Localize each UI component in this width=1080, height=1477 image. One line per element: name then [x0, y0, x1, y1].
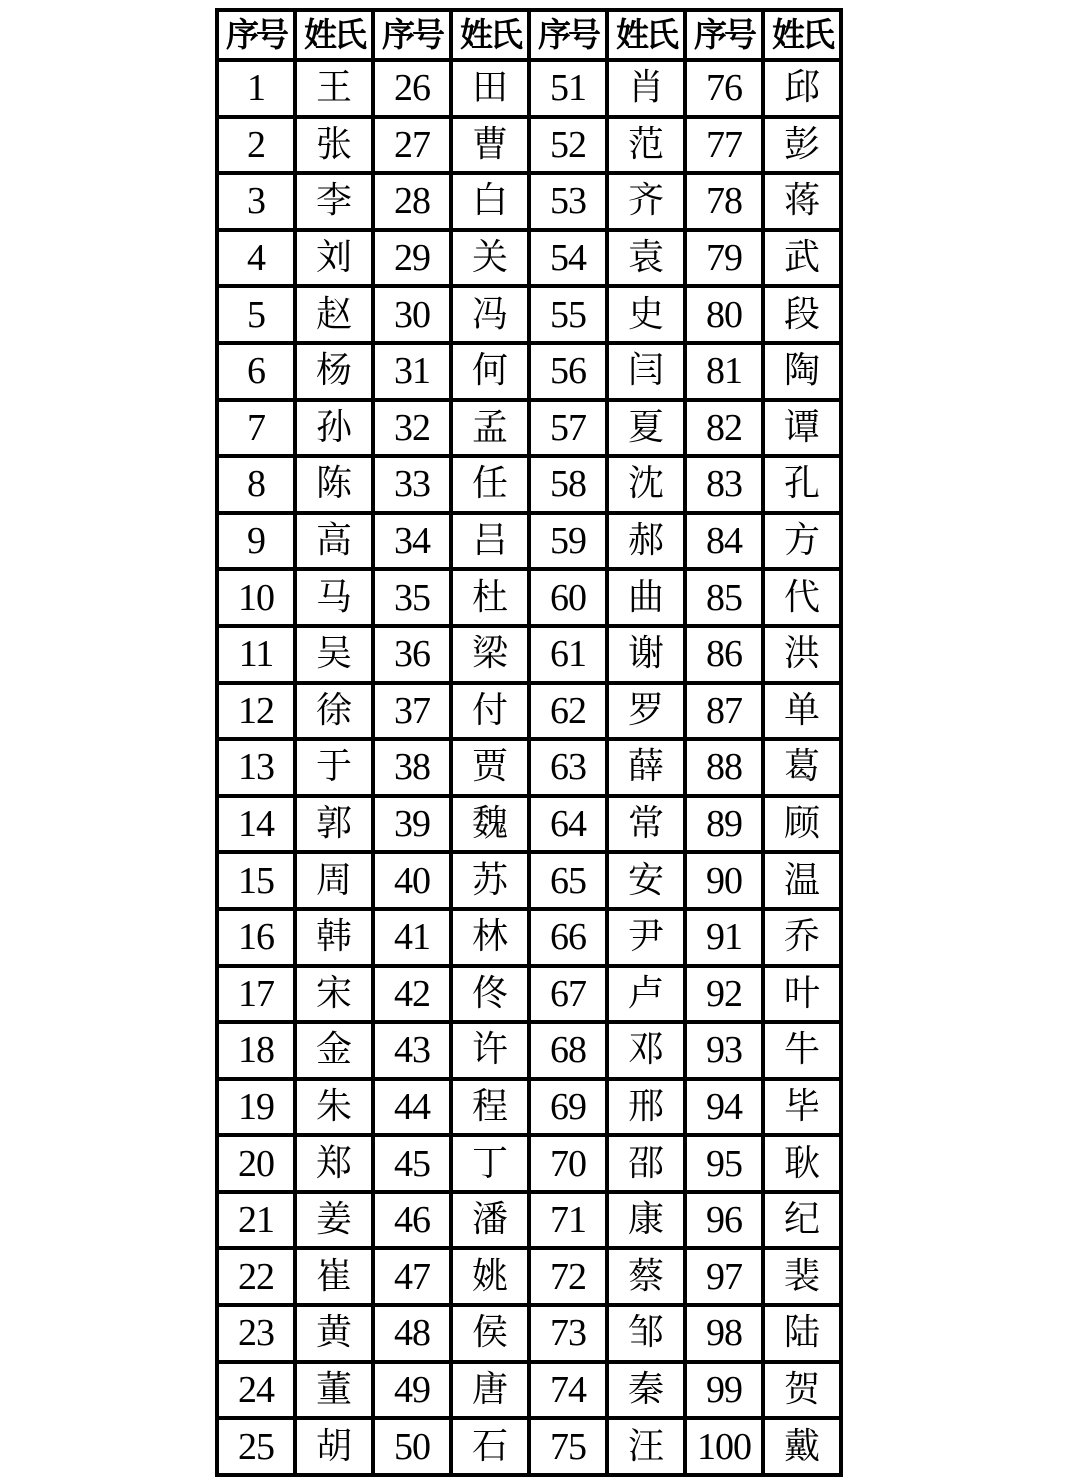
rank-cell: 78 — [685, 173, 763, 230]
surname-cell: 梁 — [451, 626, 529, 683]
rank-cell: 98 — [685, 1305, 763, 1362]
surname-cell: 刘 — [295, 230, 373, 287]
rank-cell: 6 — [217, 343, 295, 400]
table-row — [217, 796, 841, 853]
surname-cell: 郑 — [295, 1135, 373, 1192]
surname-cell: 陆 — [763, 1305, 841, 1362]
rank-cell: 12 — [217, 683, 295, 740]
surname-cell: 史 — [607, 286, 685, 343]
rank-cell: 29 — [373, 230, 451, 287]
table-row — [217, 60, 841, 117]
surname-cell: 郝 — [607, 513, 685, 570]
table-row — [217, 286, 841, 343]
surname-cell: 吴 — [295, 626, 373, 683]
rank-cell: 91 — [685, 909, 763, 966]
table-row — [217, 513, 841, 570]
rank-cell: 58 — [529, 456, 607, 513]
rank-cell: 51 — [529, 60, 607, 117]
rank-cell: 92 — [685, 966, 763, 1023]
table-row — [217, 230, 841, 287]
surname-cell: 丁 — [451, 1135, 529, 1192]
header-rank: 序号 — [217, 10, 295, 60]
rank-cell: 76 — [685, 60, 763, 117]
surname-cell: 陈 — [295, 456, 373, 513]
surname-cell: 康 — [607, 1192, 685, 1249]
surname-cell: 姜 — [295, 1192, 373, 1249]
rank-cell: 26 — [373, 60, 451, 117]
table-row — [217, 966, 841, 1023]
surname-cell: 洪 — [763, 626, 841, 683]
surname-cell: 白 — [451, 173, 529, 230]
table-row — [217, 1135, 841, 1192]
rank-cell: 7 — [217, 400, 295, 457]
rank-cell: 94 — [685, 1079, 763, 1136]
surname-cell: 付 — [451, 683, 529, 740]
surname-cell: 陶 — [763, 343, 841, 400]
rank-cell: 24 — [217, 1362, 295, 1419]
rank-cell: 40 — [373, 852, 451, 909]
surname-cell: 徐 — [295, 683, 373, 740]
surname-cell: 罗 — [607, 683, 685, 740]
header-rank: 序号 — [685, 10, 763, 60]
table-row — [217, 343, 841, 400]
surname-cell: 董 — [295, 1362, 373, 1419]
surname-cell: 金 — [295, 1022, 373, 1079]
rank-cell: 10 — [217, 569, 295, 626]
rank-cell: 97 — [685, 1248, 763, 1305]
rank-cell: 49 — [373, 1362, 451, 1419]
table-row — [217, 400, 841, 457]
surname-cell: 纪 — [763, 1192, 841, 1249]
table-row — [217, 909, 841, 966]
surname-cell: 石 — [451, 1418, 529, 1475]
header-row — [217, 10, 841, 60]
rank-cell: 71 — [529, 1192, 607, 1249]
rank-cell: 84 — [685, 513, 763, 570]
rank-cell: 16 — [217, 909, 295, 966]
rank-cell: 83 — [685, 456, 763, 513]
rank-cell: 53 — [529, 173, 607, 230]
rank-cell: 95 — [685, 1135, 763, 1192]
rank-cell: 30 — [373, 286, 451, 343]
header-surname: 姓氏 — [295, 10, 373, 60]
rank-cell: 63 — [529, 739, 607, 796]
rank-cell: 67 — [529, 966, 607, 1023]
rank-cell: 70 — [529, 1135, 607, 1192]
table-row — [217, 569, 841, 626]
surname-cell: 毕 — [763, 1079, 841, 1136]
rank-cell: 37 — [373, 683, 451, 740]
surname-cell: 裴 — [763, 1248, 841, 1305]
rank-cell: 2 — [217, 117, 295, 174]
surname-cell: 邵 — [607, 1135, 685, 1192]
table-row — [217, 1305, 841, 1362]
rank-cell: 8 — [217, 456, 295, 513]
surname-cell: 宋 — [295, 966, 373, 1023]
rank-cell: 23 — [217, 1305, 295, 1362]
rank-cell: 60 — [529, 569, 607, 626]
table-row — [217, 1192, 841, 1249]
surname-cell: 安 — [607, 852, 685, 909]
surname-cell: 邹 — [607, 1305, 685, 1362]
surname-cell: 邢 — [607, 1079, 685, 1136]
rank-cell: 45 — [373, 1135, 451, 1192]
rank-cell: 33 — [373, 456, 451, 513]
surname-cell: 谢 — [607, 626, 685, 683]
surname-cell: 闫 — [607, 343, 685, 400]
surname-cell: 叶 — [763, 966, 841, 1023]
rank-cell: 4 — [217, 230, 295, 287]
rank-cell: 38 — [373, 739, 451, 796]
surname-cell: 赵 — [295, 286, 373, 343]
rank-cell: 54 — [529, 230, 607, 287]
surname-cell: 代 — [763, 569, 841, 626]
surname-cell: 何 — [451, 343, 529, 400]
header-surname: 姓氏 — [607, 10, 685, 60]
rank-cell: 13 — [217, 739, 295, 796]
surname-cell: 沈 — [607, 456, 685, 513]
rank-cell: 82 — [685, 400, 763, 457]
surname-cell: 任 — [451, 456, 529, 513]
rank-cell: 62 — [529, 683, 607, 740]
surname-cell: 夏 — [607, 400, 685, 457]
surname-cell: 韩 — [295, 909, 373, 966]
surname-cell: 朱 — [295, 1079, 373, 1136]
rank-cell: 3 — [217, 173, 295, 230]
rank-cell: 72 — [529, 1248, 607, 1305]
rank-cell: 34 — [373, 513, 451, 570]
rank-cell: 88 — [685, 739, 763, 796]
table-row — [217, 173, 841, 230]
surname-cell: 范 — [607, 117, 685, 174]
table-row — [217, 739, 841, 796]
header-rank: 序号 — [529, 10, 607, 60]
rank-cell: 69 — [529, 1079, 607, 1136]
rank-cell: 28 — [373, 173, 451, 230]
surname-cell: 齐 — [607, 173, 685, 230]
rank-cell: 41 — [373, 909, 451, 966]
surname-cell: 温 — [763, 852, 841, 909]
surname-cell: 蔡 — [607, 1248, 685, 1305]
rank-cell: 56 — [529, 343, 607, 400]
table-row — [217, 683, 841, 740]
rank-cell: 15 — [217, 852, 295, 909]
table-row — [217, 626, 841, 683]
surname-cell: 高 — [295, 513, 373, 570]
rank-cell: 75 — [529, 1418, 607, 1475]
rank-cell: 87 — [685, 683, 763, 740]
rank-cell: 11 — [217, 626, 295, 683]
table-row — [217, 1079, 841, 1136]
rank-cell: 96 — [685, 1192, 763, 1249]
surname-cell: 武 — [763, 230, 841, 287]
table-row — [217, 1022, 841, 1079]
surname-cell: 曹 — [451, 117, 529, 174]
surname-cell: 方 — [763, 513, 841, 570]
surname-cell: 唐 — [451, 1362, 529, 1419]
rank-cell: 61 — [529, 626, 607, 683]
surname-cell: 潘 — [451, 1192, 529, 1249]
surname-cell: 吕 — [451, 513, 529, 570]
rank-cell: 90 — [685, 852, 763, 909]
surname-cell: 李 — [295, 173, 373, 230]
surname-cell: 于 — [295, 739, 373, 796]
table-row — [217, 852, 841, 909]
surname-cell: 胡 — [295, 1418, 373, 1475]
rank-cell: 50 — [373, 1418, 451, 1475]
surname-cell: 蒋 — [763, 173, 841, 230]
rank-cell: 48 — [373, 1305, 451, 1362]
table-row — [217, 1418, 841, 1475]
rank-cell: 17 — [217, 966, 295, 1023]
surname-cell: 佟 — [451, 966, 529, 1023]
rank-cell: 79 — [685, 230, 763, 287]
rank-cell: 5 — [217, 286, 295, 343]
table-row — [217, 1248, 841, 1305]
rank-cell: 44 — [373, 1079, 451, 1136]
surname-cell: 孙 — [295, 400, 373, 457]
rank-cell: 22 — [217, 1248, 295, 1305]
rank-cell: 35 — [373, 569, 451, 626]
rank-cell: 93 — [685, 1022, 763, 1079]
rank-cell: 18 — [217, 1022, 295, 1079]
rank-cell: 31 — [373, 343, 451, 400]
rank-cell: 1 — [217, 60, 295, 117]
rank-cell: 36 — [373, 626, 451, 683]
surname-cell: 程 — [451, 1079, 529, 1136]
rank-cell: 55 — [529, 286, 607, 343]
surname-cell: 邓 — [607, 1022, 685, 1079]
rank-cell: 57 — [529, 400, 607, 457]
table-header — [217, 10, 841, 60]
rank-cell: 59 — [529, 513, 607, 570]
surname-cell: 周 — [295, 852, 373, 909]
rank-cell: 66 — [529, 909, 607, 966]
surname-cell: 乔 — [763, 909, 841, 966]
rank-cell: 86 — [685, 626, 763, 683]
surname-cell: 葛 — [763, 739, 841, 796]
rank-cell: 32 — [373, 400, 451, 457]
rank-cell: 65 — [529, 852, 607, 909]
surname-cell: 黄 — [295, 1305, 373, 1362]
table-row — [217, 1362, 841, 1419]
rank-cell: 46 — [373, 1192, 451, 1249]
surname-cell: 秦 — [607, 1362, 685, 1419]
table-body — [217, 60, 841, 1475]
surname-cell: 卢 — [607, 966, 685, 1023]
rank-cell: 100 — [685, 1418, 763, 1475]
rank-cell: 52 — [529, 117, 607, 174]
surname-cell: 袁 — [607, 230, 685, 287]
surname-cell: 牛 — [763, 1022, 841, 1079]
surname-cell: 顾 — [763, 796, 841, 853]
rank-cell: 27 — [373, 117, 451, 174]
surname-cell: 杨 — [295, 343, 373, 400]
header-surname: 姓氏 — [451, 10, 529, 60]
surname-cell: 马 — [295, 569, 373, 626]
surname-cell: 林 — [451, 909, 529, 966]
rank-cell: 68 — [529, 1022, 607, 1079]
surname-cell: 薛 — [607, 739, 685, 796]
surname-ranking-table — [215, 8, 843, 1477]
surname-cell: 张 — [295, 117, 373, 174]
rank-cell: 25 — [217, 1418, 295, 1475]
surname-cell: 侯 — [451, 1305, 529, 1362]
surname-cell: 汪 — [607, 1418, 685, 1475]
rank-cell: 99 — [685, 1362, 763, 1419]
rank-cell: 43 — [373, 1022, 451, 1079]
rank-cell: 19 — [217, 1079, 295, 1136]
surname-cell: 孟 — [451, 400, 529, 457]
rank-cell: 80 — [685, 286, 763, 343]
rank-cell: 89 — [685, 796, 763, 853]
surname-cell: 谭 — [763, 400, 841, 457]
rank-cell: 85 — [685, 569, 763, 626]
surname-cell: 耿 — [763, 1135, 841, 1192]
surname-cell: 许 — [451, 1022, 529, 1079]
header-surname: 姓氏 — [763, 10, 841, 60]
rank-cell: 77 — [685, 117, 763, 174]
surname-cell: 贾 — [451, 739, 529, 796]
surname-cell: 孔 — [763, 456, 841, 513]
surname-cell: 田 — [451, 60, 529, 117]
surname-cell: 曲 — [607, 569, 685, 626]
surname-cell: 苏 — [451, 852, 529, 909]
surname-cell: 魏 — [451, 796, 529, 853]
table-row — [217, 117, 841, 174]
surname-cell: 戴 — [763, 1418, 841, 1475]
surname-cell: 肖 — [607, 60, 685, 117]
surname-cell: 尹 — [607, 909, 685, 966]
surname-cell: 姚 — [451, 1248, 529, 1305]
surname-cell: 郭 — [295, 796, 373, 853]
surname-cell: 彭 — [763, 117, 841, 174]
rank-cell: 39 — [373, 796, 451, 853]
surname-cell: 杜 — [451, 569, 529, 626]
rank-cell: 42 — [373, 966, 451, 1023]
surname-cell: 常 — [607, 796, 685, 853]
rank-cell: 9 — [217, 513, 295, 570]
header-rank: 序号 — [373, 10, 451, 60]
surname-cell: 冯 — [451, 286, 529, 343]
rank-cell: 20 — [217, 1135, 295, 1192]
rank-cell: 74 — [529, 1362, 607, 1419]
rank-cell: 81 — [685, 343, 763, 400]
table-row — [217, 456, 841, 513]
surname-cell: 贺 — [763, 1362, 841, 1419]
rank-cell: 21 — [217, 1192, 295, 1249]
surname-cell: 邱 — [763, 60, 841, 117]
surname-cell: 崔 — [295, 1248, 373, 1305]
rank-cell: 47 — [373, 1248, 451, 1305]
surname-cell: 单 — [763, 683, 841, 740]
rank-cell: 14 — [217, 796, 295, 853]
surname-cell: 关 — [451, 230, 529, 287]
surname-cell: 段 — [763, 286, 841, 343]
surname-cell: 王 — [295, 60, 373, 117]
rank-cell: 64 — [529, 796, 607, 853]
rank-cell: 73 — [529, 1305, 607, 1362]
